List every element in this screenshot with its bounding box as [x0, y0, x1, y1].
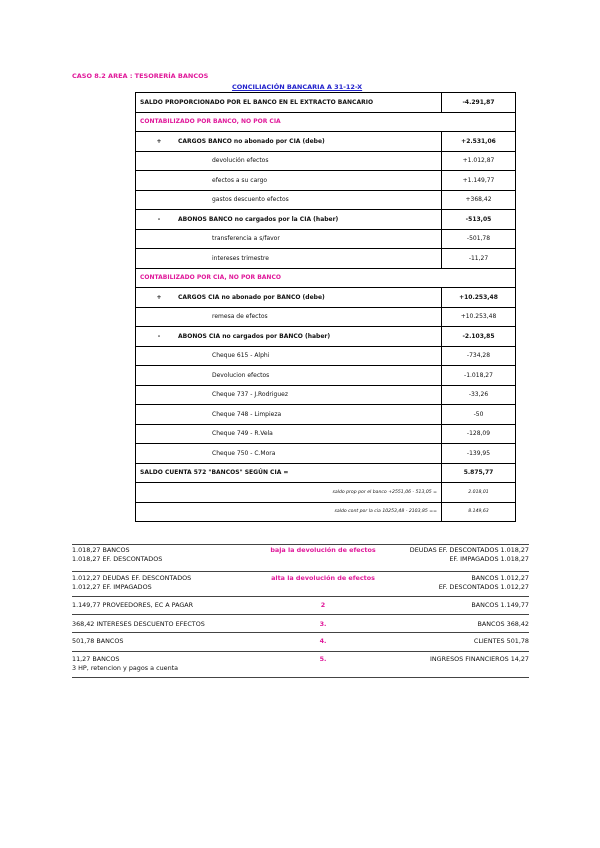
- item-label: intereses trimestre: [136, 249, 442, 269]
- check-label: saldo cont por la cia 10253,48 - 2103,85 ==: [136, 502, 442, 522]
- cargos-cia-label: CARGOS CIA no abonado por BANCO (debe): [178, 293, 325, 301]
- item-value: -50: [442, 405, 516, 425]
- divider: [72, 571, 529, 572]
- table-row: [136, 502, 516, 522]
- credit-line: CLIENTES 501,78: [473, 637, 529, 645]
- journal-entry: [72, 637, 529, 649]
- section-banco-no-cia: CONTABILIZADO POR BANCO, NO POR CIA: [136, 112, 516, 132]
- table-row: [136, 190, 516, 210]
- debit-line: 1.018,27 BANCOS: [72, 546, 130, 554]
- debit-line: 368,42 INTERESES DESCUENTO EFECTOS: [72, 620, 205, 628]
- item-label: Cheque 737 - J.Rodriguez: [136, 385, 442, 405]
- table-row: [136, 346, 516, 366]
- entry-note: baja la devolución de efectos: [270, 546, 376, 554]
- table-row: [136, 405, 516, 425]
- credit-line: BANCOS 1.012,27: [471, 574, 529, 582]
- debit-line: 1.012,27 DEUDAS EF. DESCONTADOS: [72, 574, 192, 582]
- credit-line: BANCOS 1.149,77: [471, 601, 529, 609]
- item-value: +10.253,48: [442, 307, 516, 327]
- item-value: -33,26: [442, 385, 516, 405]
- table-row: [136, 463, 516, 483]
- saldo-banco-value: -4.291,87: [442, 93, 516, 113]
- table-row: [136, 171, 516, 191]
- item-label: remesa de efectos: [136, 307, 442, 327]
- bullet-plus: +: [156, 137, 162, 145]
- table-row: [136, 483, 516, 503]
- journal-entry: [72, 574, 529, 598]
- table-row: [136, 112, 516, 132]
- item-value: +1.012,87: [442, 151, 516, 171]
- item-value: +368,42: [442, 190, 516, 210]
- table-row: [136, 229, 516, 249]
- debit-line: 11,27 BANCOS: [72, 655, 120, 663]
- section-cia-no-banco: CONTABILIZADO POR CIA, NO POR BANCO: [136, 268, 516, 288]
- entry-note: 5.: [319, 655, 327, 663]
- cargos-cia-value: +10.253,48: [442, 288, 516, 308]
- abonos-banco-value: -513,05: [442, 210, 516, 230]
- table-row: [136, 268, 516, 288]
- abonos-cia-value: -2.103,85: [442, 327, 516, 347]
- item-value: +1.149,77: [442, 171, 516, 191]
- credit-line: BANCOS 368,42: [477, 620, 529, 628]
- table-row: [136, 366, 516, 386]
- entry-note: 2: [320, 601, 326, 609]
- table-row: [136, 151, 516, 171]
- reconciliation-table: [135, 92, 516, 522]
- item-label: devolución efectos: [136, 151, 442, 171]
- debit-line: 1.012,27 EF. IMPAGADOS: [72, 583, 152, 591]
- cargos-banco-label: CARGOS BANCO no abonado por CIA (debe): [178, 137, 325, 145]
- table-row: [136, 327, 516, 347]
- entry-note: alta la devolución de efectos: [271, 574, 375, 582]
- table-row: [136, 385, 516, 405]
- saldo-cuenta-value: 5.875,77: [442, 463, 516, 483]
- divider: [72, 632, 529, 633]
- journal-entry: [72, 655, 529, 677]
- credit-line: EF. DESCONTADOS 1.012,27: [438, 583, 529, 591]
- table-row: [136, 307, 516, 327]
- saldo-banco-label: SALDO PROPORCIONADO POR EL BANCO EN EL EXTRACTO BANCARIO: [136, 93, 442, 113]
- item-value: -501,78: [442, 229, 516, 249]
- entry-note: 4.: [319, 637, 327, 645]
- item-value: -128,09: [442, 424, 516, 444]
- debit-line: 501,78 BANCOS: [72, 637, 124, 645]
- conciliation-title: CONCILIACIÓN BANCARIA A 31-12-X: [232, 83, 363, 91]
- entry-note: 3.: [319, 620, 327, 628]
- item-value: -734,28: [442, 346, 516, 366]
- debit-line: 1.149,77 PROVEEDORES, EC A PAGAR: [72, 601, 194, 609]
- item-label: Cheque 750 - C.Mora: [136, 444, 442, 464]
- divider: [72, 614, 529, 615]
- saldo-cuenta-label: SALDO CUENTA 572 "BANCOS" SEGÚN CIA =: [136, 463, 442, 483]
- check-label: saldo prop por el banco +2551,06 - 513,05 =: [136, 483, 442, 503]
- credit-line: INGRESOS FINANCIEROS 14,27: [429, 655, 529, 663]
- table-row: [136, 249, 516, 269]
- bullet-plus: +: [156, 293, 162, 301]
- table-row: [136, 93, 516, 113]
- debit-line: 1.018,27 EF. DESCONTADOS: [72, 555, 163, 563]
- credit-line: EF. IMPAGADOS 1.018,27: [449, 555, 529, 563]
- credit-line: DEUDAS EF. DESCONTADOS 1.018,27: [409, 546, 529, 554]
- divider: [72, 544, 529, 545]
- bullet-minus: -: [157, 332, 161, 340]
- item-label: Cheque 615 - Alphi: [136, 346, 442, 366]
- item-value: -1.018,27: [442, 366, 516, 386]
- item-value: -139,95: [442, 444, 516, 464]
- item-label: Cheque 748 - Limpieza: [136, 405, 442, 425]
- table-row: [136, 210, 516, 230]
- bullet-minus: -: [157, 215, 161, 223]
- table-row: [136, 424, 516, 444]
- journal-entry: [72, 601, 529, 613]
- item-label: efectos a su cargo: [136, 171, 442, 191]
- table-row: [136, 132, 516, 152]
- item-label: transferencia a s/favor: [136, 229, 442, 249]
- cargos-banco-value: +2.531,06: [442, 132, 516, 152]
- check-value: 8.149,63: [442, 502, 516, 522]
- divider: [72, 651, 529, 652]
- item-value: -11,27: [442, 249, 516, 269]
- divider: [72, 677, 529, 678]
- item-label: gastos descuento efectos: [136, 190, 442, 210]
- debit-line: 3 HP, retencion y pagos a cuenta: [72, 664, 179, 672]
- divider: [72, 596, 529, 597]
- journal-entry: [72, 620, 529, 632]
- abonos-cia-label: ABONOS CIA no cargados por BANCO (haber): [178, 332, 331, 340]
- check-value: 2.018,01: [442, 483, 516, 503]
- journal-entry: [72, 546, 529, 572]
- item-label: Cheque 749 - R.Vela: [136, 424, 442, 444]
- case-title: CASO 8.2 AREA : TESORERÍA BANCOS: [72, 72, 209, 80]
- table-row: [136, 444, 516, 464]
- table-row: [136, 288, 516, 308]
- abonos-banco-label: ABONOS BANCO no cargados por la CIA (haber): [178, 215, 339, 223]
- item-label: Devolucion efectos: [136, 366, 442, 386]
